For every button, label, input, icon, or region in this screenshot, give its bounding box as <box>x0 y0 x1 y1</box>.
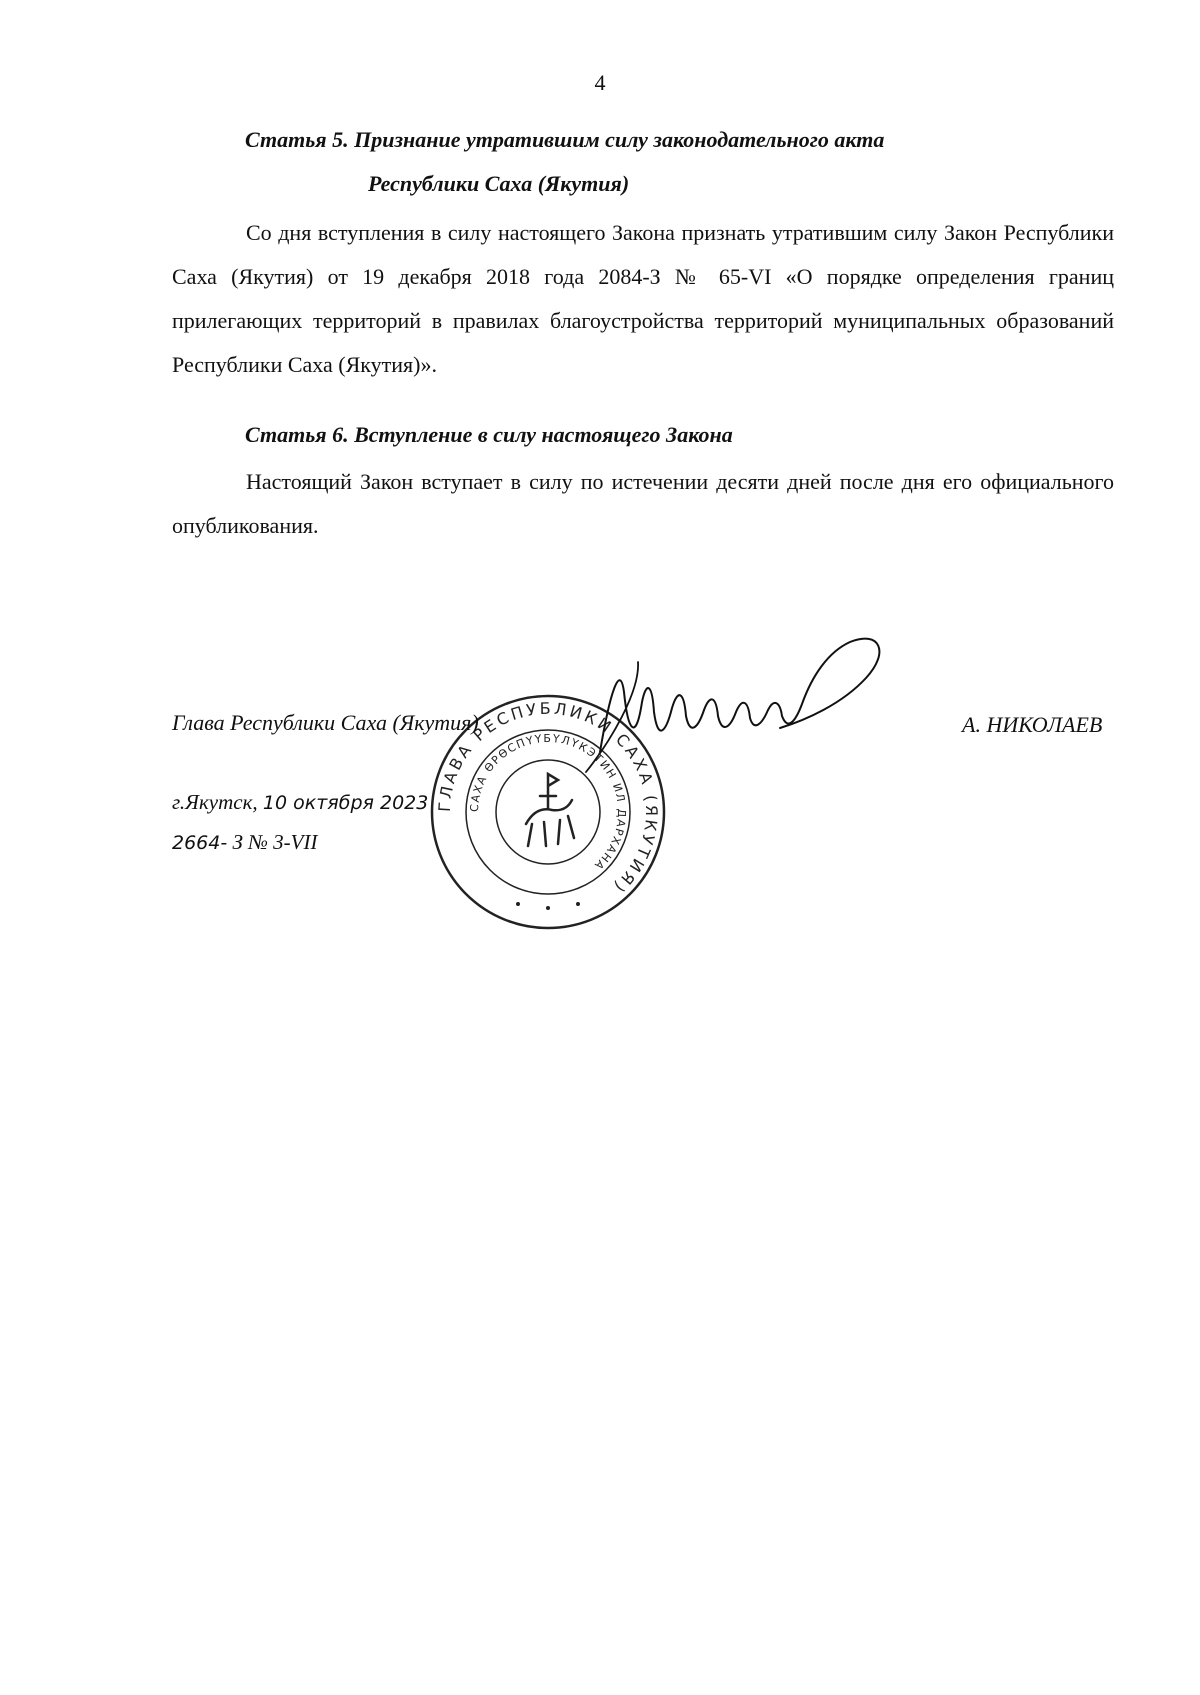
article-6-text: Настоящий Закон вступает в силу по истечении десяти дней после дня его официального опубликования. <box>172 469 1114 538</box>
law-number-line <box>172 830 317 855</box>
article-5-heading-line2: Республики Саха (Якутия) <box>368 171 630 196</box>
signatory-name: А. НИКОЛАЕВ <box>962 712 1103 737</box>
place-date-line <box>172 790 428 815</box>
handwritten-date: 10 октября 2023 <box>262 792 429 814</box>
seal-emblem <box>526 774 574 846</box>
article-5-heading-line1: Статья 5. Признание утратившим силу законодательного акта <box>245 127 885 152</box>
article-6-heading: Статья 6. Вступление в силу настоящего Закона <box>245 422 733 447</box>
seal-inner-text: САХА ӨРӨСПҮҮБҮЛҮКЭТИН ИЛ ДАРХАНА <box>467 731 629 873</box>
page-number: 4 <box>594 70 606 95</box>
seal-outer-text: ГЛАВА РЕСПУБЛИКИ САХА (ЯКУТИЯ) <box>434 698 662 899</box>
signatory-title: Глава Республики Саха (Якутия) <box>172 710 479 735</box>
place: г.Якутск, <box>172 790 258 814</box>
handwritten-signature <box>580 632 910 782</box>
printed-law-number: З № 3-VII <box>232 830 318 854</box>
handwritten-law-number: 2664- <box>172 832 228 854</box>
article-5-text: Со дня вступления в силу настоящего Закона признать утратившим силу Закон Республики Саха (Якутия) от 19 декабря 2018 года 2084-З № 65-VI «О порядке определения границ прилегающих территорий в правилах благоустройства территорий муниципальных образований Республики Саха (Якутия)». <box>172 220 1114 377</box>
